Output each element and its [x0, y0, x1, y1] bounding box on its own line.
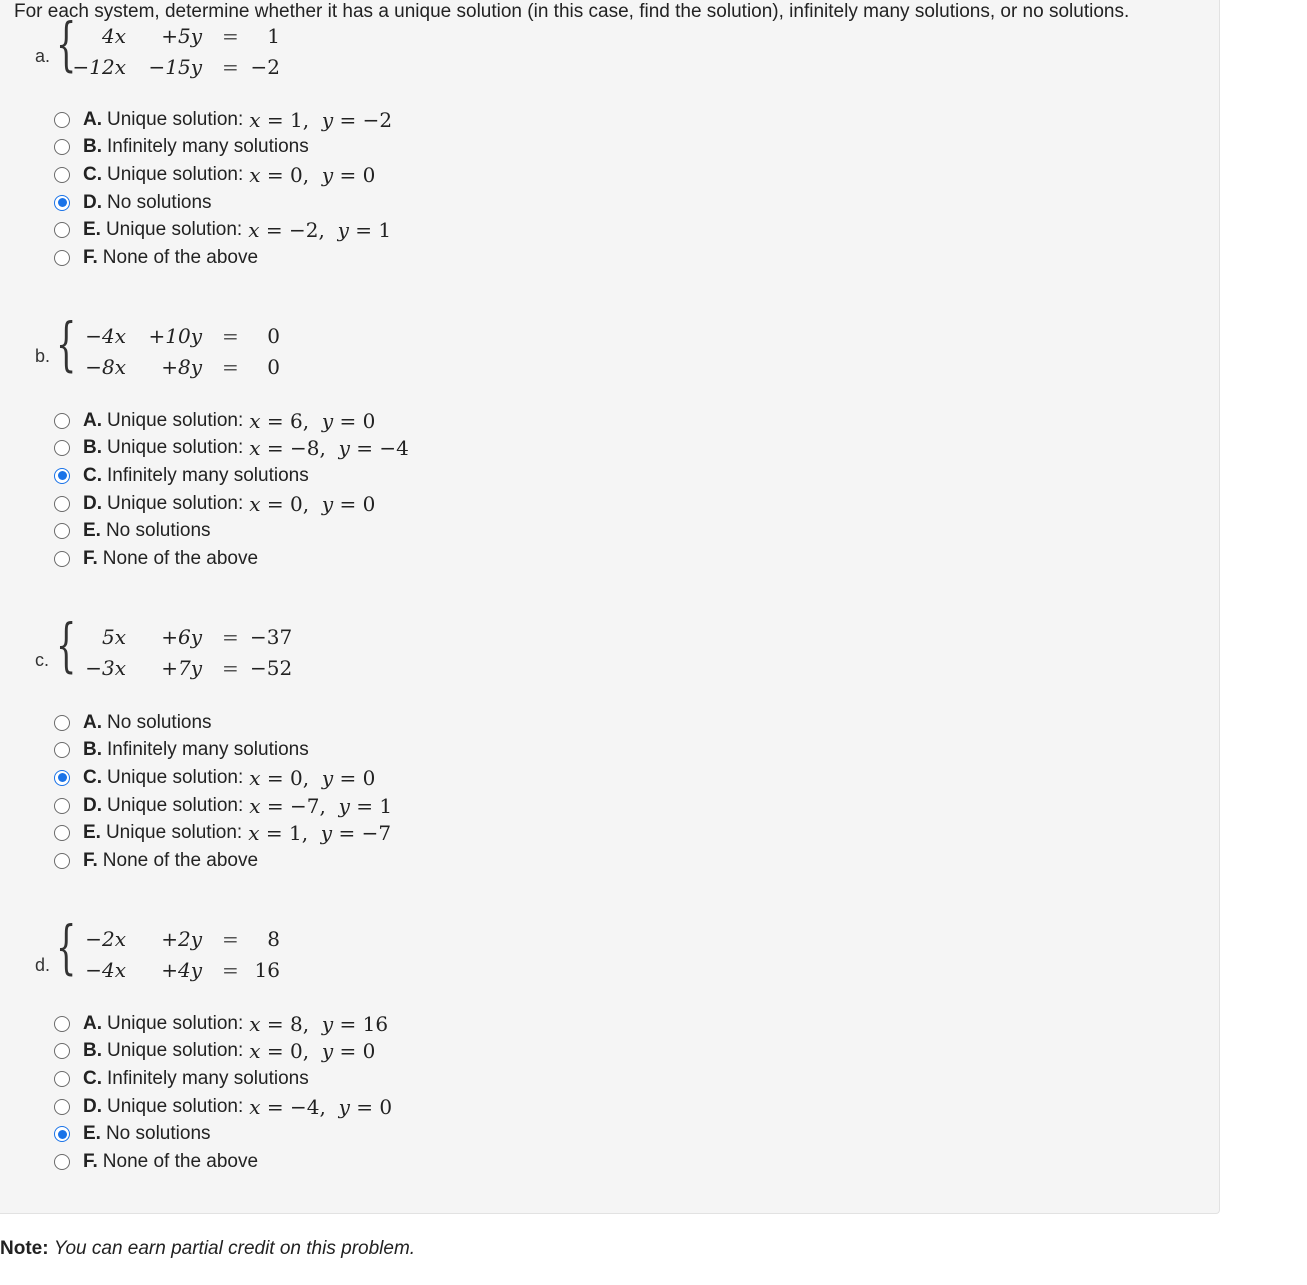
option-text: Unique solution:	[107, 1040, 244, 1062]
option-letter: B.	[83, 437, 102, 459]
equals-sign: =	[222, 927, 239, 951]
answer-options	[54, 407, 409, 573]
radio-unselected-icon[interactable]	[54, 222, 70, 238]
option-a[interactable]	[54, 407, 409, 435]
option-text: Unique solution:	[107, 1012, 244, 1034]
option-text: Unique solution:	[107, 409, 244, 431]
radio-unselected-icon[interactable]	[54, 112, 70, 128]
option-c[interactable]	[54, 1065, 392, 1093]
radio-unselected-icon[interactable]	[54, 523, 70, 539]
option-b[interactable]	[54, 134, 392, 162]
option-letter: E.	[83, 219, 101, 241]
option-math: x = −8, y = −4	[249, 436, 409, 461]
radio-unselected-icon[interactable]	[54, 496, 70, 512]
option-c[interactable]	[54, 764, 392, 792]
equals-sign: =	[222, 324, 239, 348]
option-letter: E.	[83, 822, 101, 844]
option-text: None of the above	[102, 849, 259, 871]
y-term: −15y	[148, 55, 202, 79]
y-term: +5y	[161, 24, 202, 48]
option-letter: D.	[83, 794, 102, 816]
option-a[interactable]	[54, 1010, 392, 1038]
option-math: x = −2, y = 1	[248, 218, 392, 243]
equals-sign: =	[222, 55, 239, 79]
system-brace: {	[56, 611, 77, 679]
y-term: +10y	[148, 324, 202, 348]
option-e[interactable]	[54, 216, 392, 244]
radio-unselected-icon[interactable]	[54, 1016, 70, 1032]
option-f[interactable]	[54, 244, 392, 272]
option-letter: D.	[83, 191, 102, 213]
option-letter: A.	[83, 409, 102, 431]
option-letter: A.	[83, 711, 102, 733]
radio-selected-icon[interactable]	[54, 468, 70, 484]
system-brace: {	[56, 310, 77, 378]
rhs-value: −52	[250, 656, 293, 680]
option-d[interactable]	[54, 189, 392, 217]
option-text: Infinitely many solutions	[107, 136, 309, 158]
option-d[interactable]	[54, 1093, 392, 1121]
option-letter: C.	[83, 1067, 102, 1089]
x-term: 4x	[101, 24, 126, 48]
y-term: +4y	[161, 958, 202, 982]
y-term: +6y	[161, 625, 202, 649]
option-text: Unique solution:	[107, 766, 244, 788]
option-c[interactable]	[54, 161, 392, 189]
radio-unselected-icon[interactable]	[54, 440, 70, 456]
problem-label: c.	[35, 650, 50, 670]
radio-selected-icon[interactable]	[54, 770, 70, 786]
option-text: Infinitely many solutions	[107, 464, 309, 486]
equals-sign: =	[222, 625, 239, 649]
option-letter: C.	[83, 163, 102, 185]
option-letter: F.	[83, 1150, 98, 1172]
option-letter: B.	[83, 136, 102, 158]
radio-unselected-icon[interactable]	[54, 413, 70, 429]
y-term: +2y	[161, 927, 202, 951]
problem-label: b.	[35, 346, 51, 366]
option-e[interactable]	[54, 1120, 392, 1148]
option-e[interactable]	[54, 517, 409, 545]
equals-sign: =	[222, 355, 239, 379]
option-letter: A.	[83, 1012, 102, 1034]
x-term: −8x	[85, 355, 126, 379]
option-a[interactable]	[54, 106, 392, 134]
option-a[interactable]	[54, 709, 392, 737]
option-math: x = 0, y = 0	[249, 162, 376, 187]
radio-unselected-icon[interactable]	[54, 1071, 70, 1087]
option-math: x = −4, y = 0	[249, 1094, 393, 1119]
y-term: +7y	[161, 656, 202, 680]
equals-sign: =	[222, 958, 239, 982]
option-text: Unique solution:	[107, 794, 244, 816]
option-f[interactable]	[54, 545, 409, 573]
x-term: −4x	[85, 324, 126, 348]
radio-selected-icon[interactable]	[54, 195, 70, 211]
option-f[interactable]	[54, 847, 392, 875]
equals-sign: =	[222, 656, 239, 680]
option-letter: C.	[83, 464, 102, 486]
rhs-value: −2	[250, 55, 280, 79]
x-term: −12x	[72, 55, 126, 79]
option-math: x = 0, y = 0	[249, 765, 376, 790]
rhs-value: 16	[254, 958, 280, 982]
radio-unselected-icon[interactable]	[54, 1043, 70, 1059]
rhs-value: 0	[267, 355, 280, 379]
option-e[interactable]	[54, 819, 392, 847]
option-b[interactable]	[54, 1038, 392, 1066]
option-math: x = 1, y = −2	[249, 107, 393, 132]
option-letter: F.	[83, 547, 98, 569]
radio-unselected-icon[interactable]	[54, 1154, 70, 1170]
instructions-text: For each system, determine whether it has a unique solution (in this case, find the solution), infinitely many solutions, or no solutions.	[14, 1, 1130, 22]
option-text: Unique solution:	[107, 1095, 244, 1117]
option-letter: A.	[83, 108, 102, 130]
radio-unselected-icon[interactable]	[54, 798, 70, 814]
radio-selected-icon[interactable]	[54, 1126, 70, 1142]
radio-unselected-icon[interactable]	[54, 715, 70, 731]
x-term: −4x	[85, 958, 126, 982]
option-letter: B.	[83, 1040, 102, 1062]
system-brace: {	[56, 10, 77, 78]
option-text: Infinitely many solutions	[107, 739, 309, 761]
option-b[interactable]	[54, 435, 409, 463]
option-d[interactable]	[54, 792, 392, 820]
radio-unselected-icon[interactable]	[54, 551, 70, 567]
option-text: None of the above	[102, 246, 259, 268]
option-text: Unique solution:	[107, 163, 244, 185]
option-text: Infinitely many solutions	[107, 1067, 309, 1089]
note-line	[0, 1238, 415, 1260]
radio-unselected-icon[interactable]	[54, 825, 70, 841]
option-letter: C.	[83, 766, 102, 788]
option-c[interactable]	[54, 462, 409, 490]
problem-label: a.	[35, 46, 51, 66]
option-letter: F.	[83, 849, 98, 871]
radio-unselected-icon[interactable]	[54, 853, 70, 869]
option-text: Unique solution:	[107, 492, 244, 514]
option-letter: B.	[83, 739, 102, 761]
rhs-value: 0	[267, 324, 280, 348]
radio-unselected-icon[interactable]	[54, 167, 70, 183]
option-d[interactable]	[54, 490, 409, 518]
option-math: x = 8, y = 16	[249, 1011, 389, 1036]
option-text: Unique solution:	[105, 219, 243, 241]
equals-sign: =	[222, 24, 239, 48]
x-term: 5x	[101, 625, 126, 649]
option-text: None of the above	[102, 1150, 259, 1172]
option-letter: E.	[83, 1123, 101, 1145]
radio-unselected-icon[interactable]	[54, 1099, 70, 1115]
option-letter: F.	[83, 246, 98, 268]
option-f[interactable]	[54, 1148, 392, 1176]
radio-unselected-icon[interactable]	[54, 250, 70, 266]
radio-unselected-icon[interactable]	[54, 139, 70, 155]
option-math: x = 6, y = 0	[249, 408, 376, 433]
option-letter: D.	[83, 1095, 102, 1117]
option-text: No solutions	[107, 191, 212, 213]
y-term: +8y	[161, 355, 202, 379]
system-brace: {	[56, 913, 77, 981]
option-math: x = 0, y = 0	[249, 1039, 376, 1064]
rhs-value: 8	[267, 927, 280, 951]
option-text: Unique solution:	[105, 822, 243, 844]
option-math: x = −7, y = 1	[249, 793, 393, 818]
option-letter: E.	[83, 520, 101, 542]
note-text: You can earn partial credit on this problem.	[53, 1238, 416, 1259]
x-term: −2x	[85, 927, 126, 951]
radio-unselected-icon[interactable]	[54, 742, 70, 758]
rhs-value: −37	[250, 625, 293, 649]
note-label: Note:	[0, 1238, 49, 1259]
rhs-value: 1	[267, 24, 280, 48]
option-math: x = 1, y = −7	[248, 821, 392, 846]
option-text: Unique solution:	[107, 108, 244, 130]
option-b[interactable]	[54, 737, 392, 765]
x-term: −3x	[85, 656, 126, 680]
problem-label: d.	[35, 955, 51, 975]
option-text: No solutions	[105, 1123, 211, 1145]
option-letter: D.	[83, 492, 102, 514]
option-text: No solutions	[105, 520, 211, 542]
answer-options	[54, 1010, 392, 1176]
option-text: No solutions	[107, 711, 212, 733]
answer-options	[54, 709, 392, 875]
answer-options	[54, 106, 392, 272]
option-text: Unique solution:	[107, 437, 244, 459]
option-text: None of the above	[102, 547, 259, 569]
option-math: x = 0, y = 0	[249, 491, 376, 516]
